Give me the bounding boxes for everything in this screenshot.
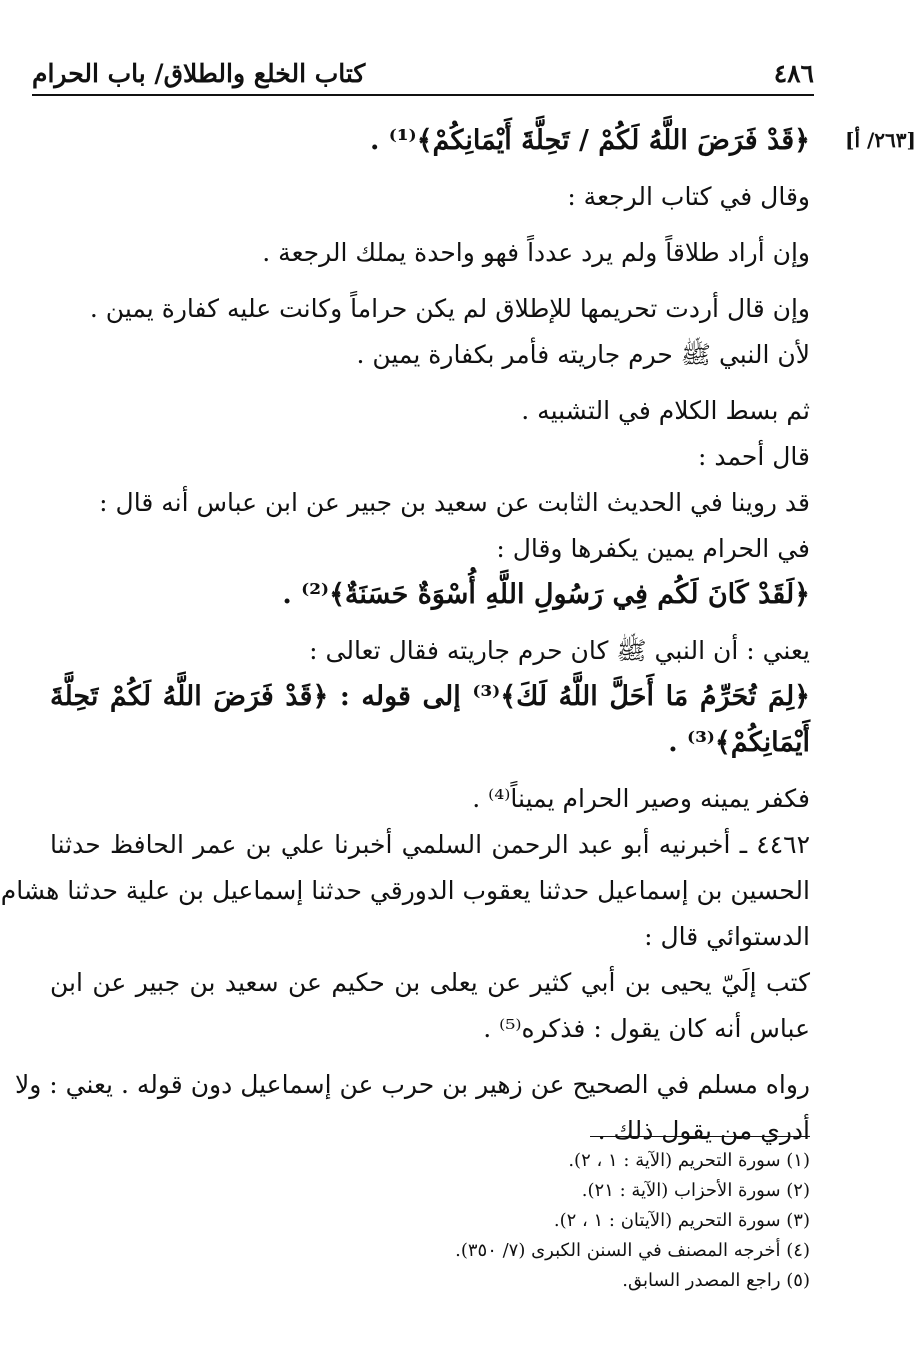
text-line: يعني : أن النبي ﷺ كان حرم جاريته فقال تعالى : (309, 636, 810, 665)
footnote: (٥) راجع المصدر السابق. (622, 1270, 810, 1291)
footnote: (٣) سورة التحريم (الآيتان : ١ ، ٢). (553, 1210, 810, 1231)
text-line: رواه مسلم في الصحيح عن زهير بن حرب عن إسماعيل دون قوله . يعني : ولا (14, 1070, 810, 1099)
footnote: (٢) سورة الأحزاب (الآية : ٢١). (581, 1180, 810, 1201)
text-line: وإن قال أردت تحريمها للإطلاق لم يكن حراماً وكانت عليه كفارة يمين . (89, 294, 810, 323)
text-line: أدري من يقول ذلك . (597, 1116, 810, 1145)
page-header (32, 44, 814, 88)
manuscript-folio-marker: [٢٦٣/ أ] (845, 128, 916, 152)
text-line: وقال في كتاب الرجعة : (567, 182, 810, 211)
page-number: ٤٨٦ (773, 59, 814, 88)
footnote-rule (590, 1136, 810, 1137)
text-line: الحسين بن إسماعيل حدثنا يعقوب الدورقي حدثنا إسماعيل بن علية حدثنا هشام (0, 876, 810, 905)
text-line: أَيْمَانِكُمْ﴾⁽³⁾ . (668, 727, 810, 758)
text-line: ﴿لَقَدْ كَانَ لَكُم فِي رَسُولِ اللَّهِ أُسْوَةٌ حَسَنَةٌ﴾⁽²⁾ . (282, 579, 810, 610)
text-line: كتب إلَيّ يحيى بن أبي كثير عن يعلى بن حكيم عن سعيد بن جبير عن ابن (50, 968, 810, 997)
text-line: في الحرام يمين يكفرها وقال : (496, 534, 810, 563)
running-title: كتاب الخلع والطلاق/ باب الحرام (32, 59, 366, 88)
hadith-line: ٤٤٦٢ ـ أخبرنيه أبو عبد الرحمن السلمي أخبرنا علي بن عمر الحافظ حدثنا (50, 830, 810, 859)
text-line: قال أحمد : (697, 442, 810, 471)
text-line: ﴿لِمَ تُحَرِّمُ مَا أَحَلَّ اللَّهُ لَكَ﴾⁽³⁾ إلى قوله : ﴿قَدْ فَرَضَ اللَّهُ لَكُمْ تَحِلَّةَ (50, 681, 811, 712)
footnotes (300, 1146, 810, 1296)
footnote: (٤) أخرجه المصنف في السنن الكبرى (٧/ ٣٥٠). (455, 1240, 810, 1261)
text-line: قد روينا في الحديث الثابت عن سعيد بن جبير عن ابن عباس أنه قال : (99, 488, 810, 517)
page-body (0, 118, 811, 1154)
text-line: فكفر يمينه وصير الحرام يميناً⁽⁴⁾ . (472, 784, 810, 813)
text-line: ثم بسط الكلام في التشبيه . (521, 396, 810, 425)
text-line: ﴿قَدْ فَرَضَ اللَّهُ لَكُمْ / تَحِلَّةَ أَيْمَانِكُمْ﴾⁽¹⁾ . (370, 125, 810, 156)
text-line: وإن أراد طلاقاً ولم يرد عدداً فهو واحدة يملك الرجعة . (262, 238, 810, 267)
text-line: عباس أنه كان يقول : فذكره⁽⁵⁾ . (483, 1014, 810, 1043)
text-line: لأن النبي ﷺ حرم جاريته فأمر بكفارة يمين . (356, 340, 810, 369)
header-rule (32, 94, 814, 96)
footnote: (١) سورة التحريم (الآية : ١ ، ٢). (568, 1150, 810, 1171)
text-line: الدستوائي قال : (644, 922, 810, 951)
